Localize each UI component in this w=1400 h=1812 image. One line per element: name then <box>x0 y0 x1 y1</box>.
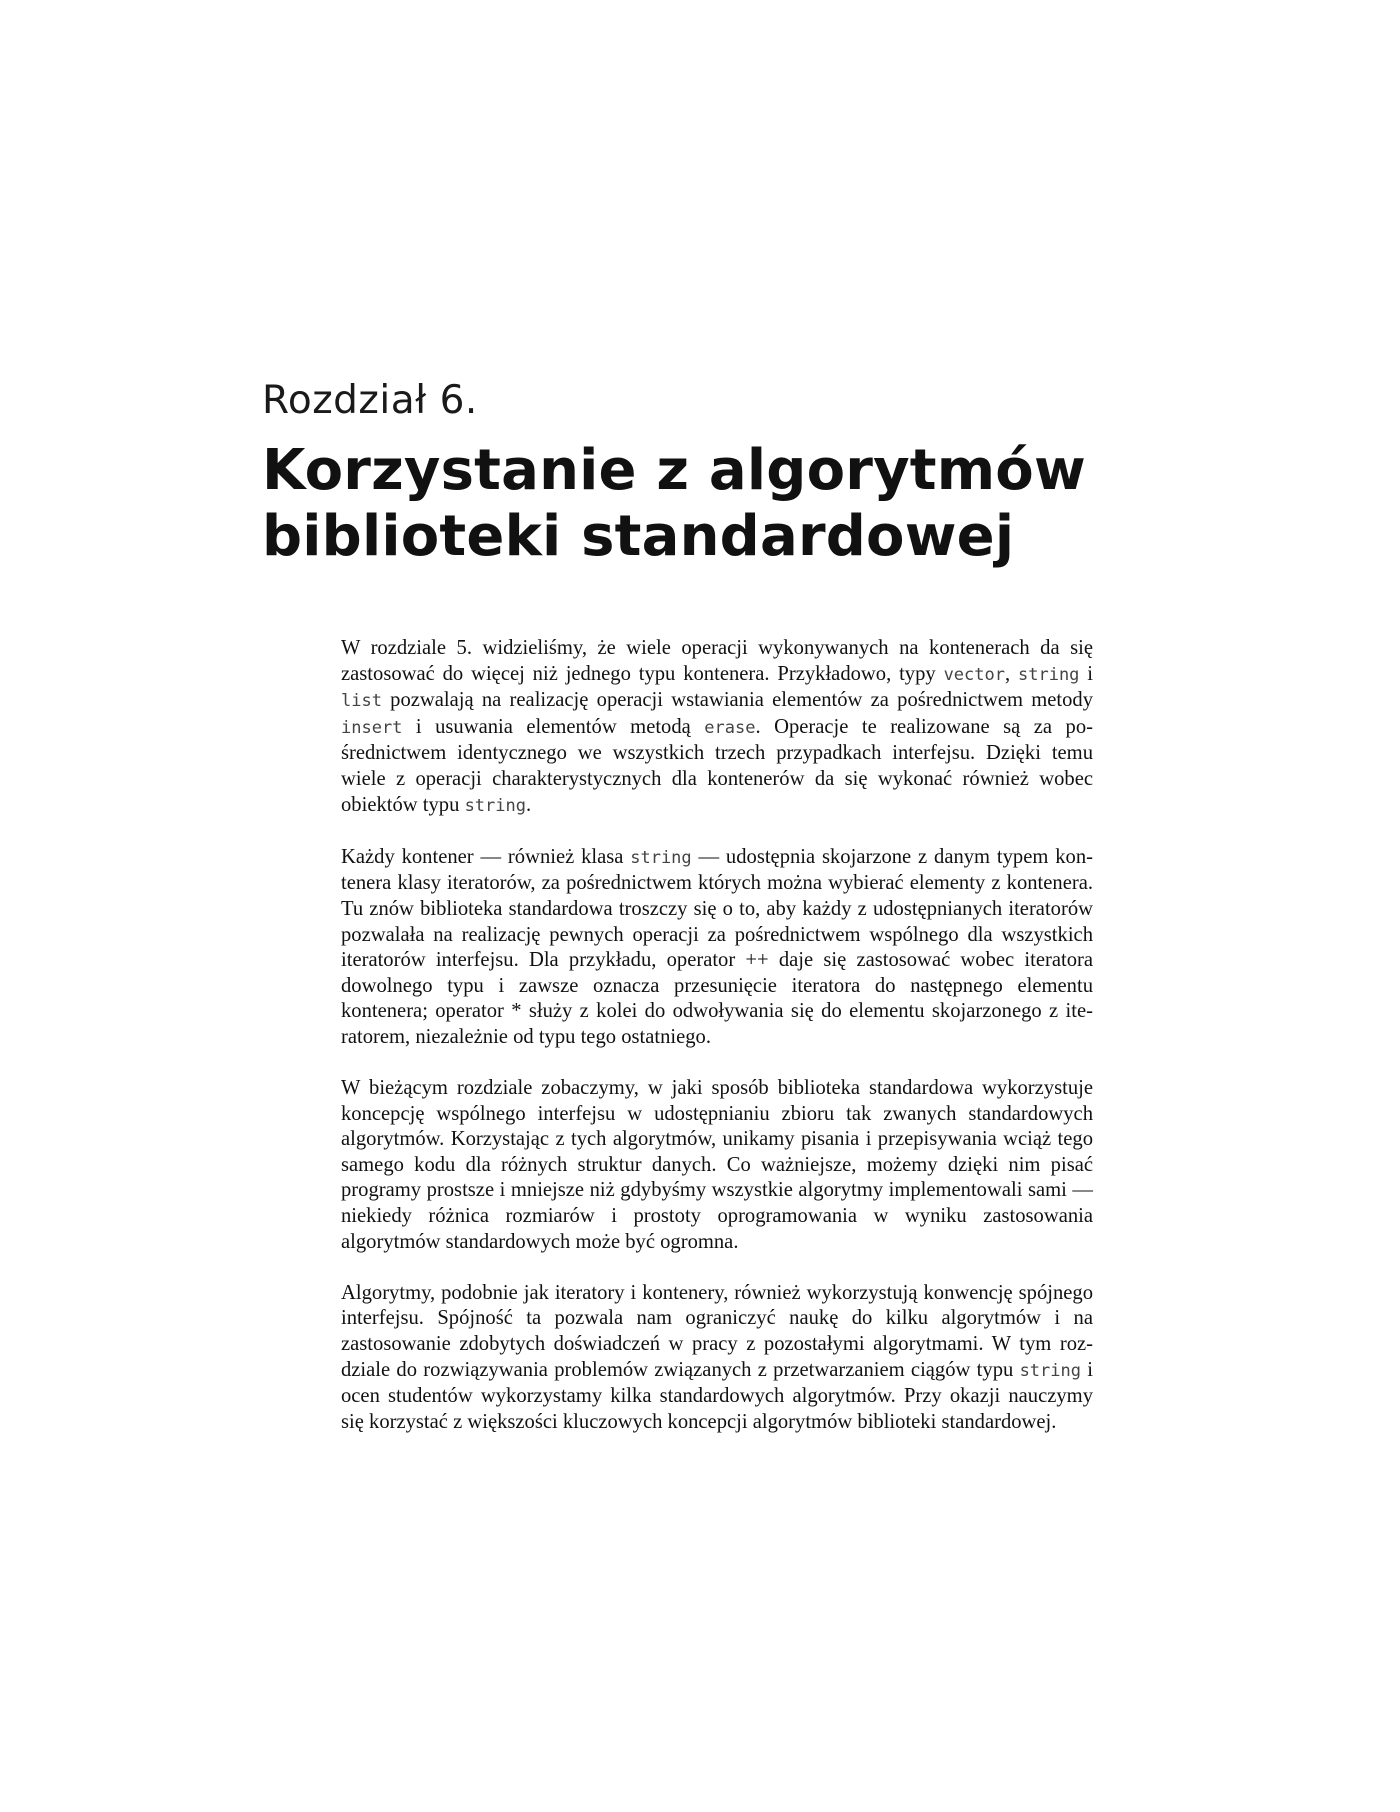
code-term: vector <box>943 664 1005 685</box>
paragraph-1 <box>341 636 1093 819</box>
paragraph-text: , <box>1004 662 1018 685</box>
chapter-title <box>262 438 1162 570</box>
paragraph-text: pozwalają na realizację operacji wstawiania elementów za pośrednictwem metody <box>381 689 1093 712</box>
paragraph-text: i usuwania elementów metodą <box>402 715 705 738</box>
paragraph-text: i ocen studentów wykorzystamy kilka standardowych algorytmów. Przy okazji nauczymy się korzystać z większości kluczowych koncepcji algorytmów biblioteki standardowej. <box>341 1358 1093 1433</box>
paragraph-text: — udostępnia skojarzone z danym typem kontenera klasy iteratorów, za pośrednictwem których można wybierać elementy z kontenera. Tu znów biblioteka standardowa troszczy się o to, aby każdy z udostępnianych iteratorów pozwalała na realizację pewnych operacji za pośrednictwem wspólnego dla wszystkich iteratorów interfejsu. Dla przykładu, operator ++ daje się zastosować wobec iteratora dowolnego typu i zawsze oznacza przesunięcie iteratora do następnego elementu kontenera; operator * służy z kolei do odwoływania się do elementu skojarzonego z iteratorem, niezależnie od typu tego ostatniego. <box>341 845 1093 1048</box>
chapter-title-line-1: Korzystanie z algorytmów <box>262 438 1086 503</box>
paragraph-text: Algorytmy, podobnie jak iteratory i kontenery, również wykorzystują konwencję spójnego interfejsu. Spójność ta pozwala nam ograniczyć naukę do kilku algorytmów i na zastosowanie zdobytych doświadczeń w pracy z pozostałymi algorytmami. W tym rozdziale do rozwiązywania problemów związanych z przetwarzaniem ciągów typu <box>341 1281 1093 1381</box>
paragraph-text: i <box>1079 662 1094 685</box>
code-term: insert <box>341 717 403 738</box>
code-term: erase <box>704 717 756 738</box>
code-term: string <box>1018 664 1080 685</box>
paragraph-text: . <box>525 793 532 816</box>
code-term: string <box>1019 1360 1081 1381</box>
paragraph-text: W rozdziale 5. widzieliśmy, że wiele operacji wykonywanych na kontenerach da się zastosować do więcej niż jednego typu kontenera. Przykładowo, typy <box>341 637 1093 685</box>
paragraph-text: . Operacje te realizowane są za pośrednictwem identycznego we wszystkich trzech przypadkach interfejsu. Dzięki temu wiele z operacji charakterystycznych dla kontenerów da się wykonać również wobec obiektów typu <box>341 715 1093 816</box>
code-term: string <box>630 847 692 868</box>
chapter-number: Rozdział 6. <box>262 378 478 423</box>
code-term: string <box>464 795 526 816</box>
code-term: list <box>341 691 382 712</box>
chapter-body <box>341 636 1093 1461</box>
paragraph-2 <box>341 845 1093 1051</box>
paragraph-4 <box>341 1281 1093 1436</box>
paragraph-text: Każdy kontener — również klasa <box>341 845 631 868</box>
chapter-title-line-2: biblioteki standardowej <box>262 504 1015 569</box>
paragraph-3: W bieżącym rozdziale zobaczymy, w jaki sposób biblioteka standardowa wykorzystuje koncepcję wspólnego interfejsu w udostępnianiu zbioru tak zwanych standardowych algorytmów. Korzystając z tych algorytmów, unikamy pisania i przepisywania wciąż tego samego kodu dla różnych struktur danych. Co ważniejsze, możemy dzięki nim pisać programy prostsze i mniejsze niż gdybyśmy wszystkie algorytmy implementowali sami — niekiedy różnica rozmiarów i prostoty oprogramowania w wyniku zastosowania algorytmów standardowych może być ogromna. <box>341 1077 1093 1253</box>
